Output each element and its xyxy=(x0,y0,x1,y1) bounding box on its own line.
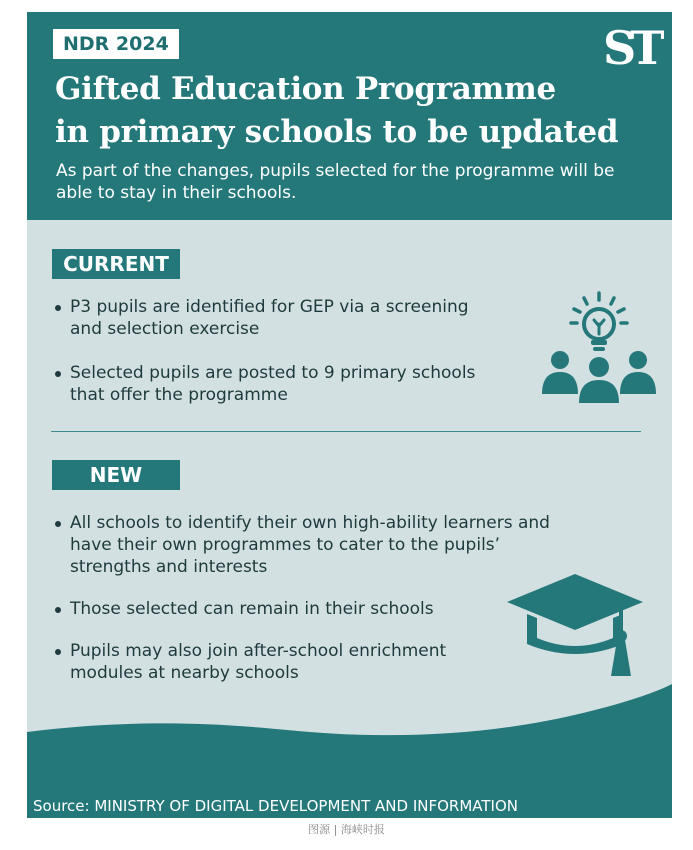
bullet-line: Pupils may also join after-school enrichment xyxy=(70,641,447,661)
new-label: NEW xyxy=(52,460,180,490)
ndr-tag: NDR 2024 xyxy=(53,29,179,59)
source-note: Source: MINISTRY OF DIGITAL DEVELOPMENT AND INFORMATION xyxy=(33,797,519,815)
current-label: CURRENT xyxy=(52,249,180,279)
bullet-line: and selection exercise xyxy=(70,319,260,339)
bullet-line: P3 pupils are identified for GEP via a screening xyxy=(70,297,469,317)
infographic-card xyxy=(27,12,672,818)
page-title xyxy=(55,68,655,154)
bullet-line: that offer the programme xyxy=(70,385,288,405)
list-item xyxy=(53,362,523,406)
list-item xyxy=(53,296,523,340)
subtitle: As part of the changes, pupils selected for the programme will be able to stay in their schools. xyxy=(56,161,615,203)
bullet-line: Those selected can remain in their schools xyxy=(70,599,434,619)
bullet-line: Selected pupils are posted to 9 primary schools xyxy=(70,363,476,383)
st-logo: ST xyxy=(603,21,659,75)
bullet-line: have their own programmes to cater to the pupils’ xyxy=(70,535,501,555)
bullet-line: modules at nearby schools xyxy=(70,663,299,683)
bullet-line: strengths and interests xyxy=(70,557,268,577)
section-divider xyxy=(51,431,641,432)
current-bullets xyxy=(53,296,523,406)
bullet-line: All schools to identify their own high-ability learners and xyxy=(70,513,550,533)
title-line-1: Gifted Education Programme xyxy=(55,71,556,107)
title-line-2: in primary schools to be updated xyxy=(55,114,619,150)
graduation-cap-icon xyxy=(505,572,645,680)
lightbulb-people-icon xyxy=(540,290,658,405)
header-band xyxy=(27,12,672,220)
list-item xyxy=(53,512,633,578)
image-credit: 图源 | 海峡时报 xyxy=(308,823,385,836)
